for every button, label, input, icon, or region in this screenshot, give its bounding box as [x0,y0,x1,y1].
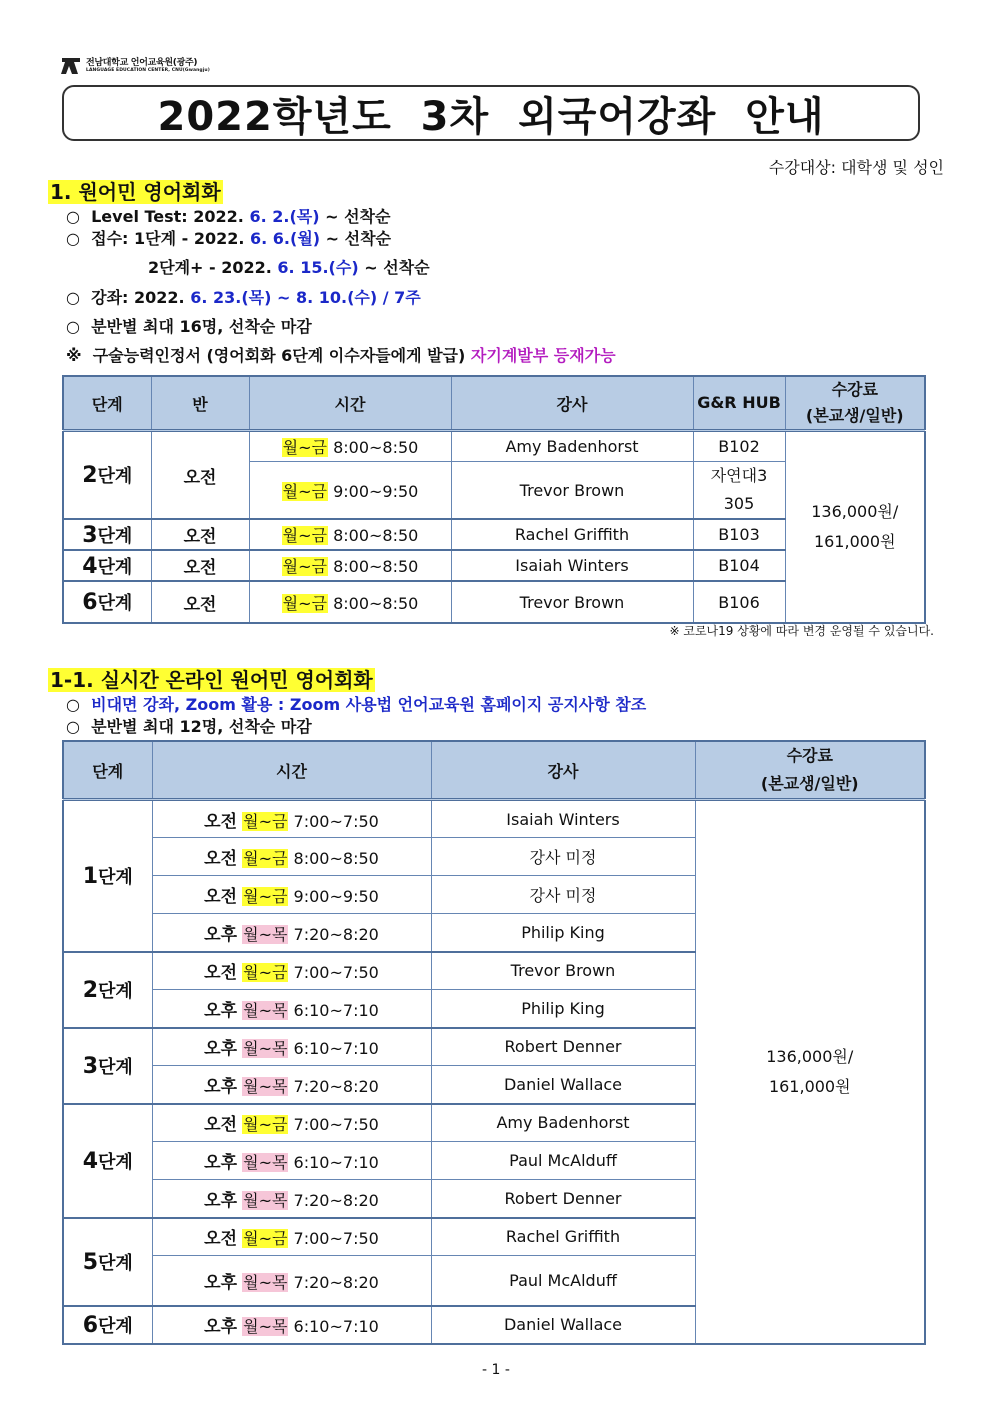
room-cell: B103 [693,519,785,550]
university-logo-icon [60,56,82,76]
audience-text: 수강대상: 대학생 및 성인 [768,158,944,177]
online-schedule-table [62,740,926,1345]
header-fee [785,376,925,431]
zoom-text: 비대면 강좌, Zoom 활용 : Zoom 사용법 언어교육원 홈페이지 공지사항 참조 [91,695,647,714]
reg2-label: 2단계+ - 2022. [148,258,272,277]
registration-line-1 [66,226,391,249]
teacher-cell: Robert Denner [431,1180,695,1218]
teacher-cell: Philip King [431,914,695,952]
room-cell: B106 [693,581,785,623]
teacher-cell: Amy Badenhorst [431,1104,695,1142]
teacher-cell: Rachel Griffith [451,519,693,550]
logo-sub-text: LANGUAGE EDUCATION CENTER, CNU(Gwangju) [86,67,210,73]
bullet-mark: ○ [66,207,80,226]
time-cell: 오전 월~금 7:00~7:50 [152,1104,431,1142]
time-cell: 오전 월~금 7:00~7:50 [152,1218,431,1256]
header-level: 단계 [63,376,151,431]
note-mark: ※ [66,346,82,365]
certificate-highlight: 자기계발부 등재가능 [470,346,616,365]
header-fee-line2: (본교생/일반) [805,406,904,425]
reg1-label: 접수: 1단계 - 2022. [91,229,245,248]
teacher-cell: Amy Badenhorst [451,431,693,462]
class-size-line [66,314,312,337]
section1-title: 1. 원어민 영어회화 [50,180,221,204]
teacher-cell: Rachel Griffith [431,1218,695,1256]
section2-title: 1-1. 실시간 온라인 원어민 영어회화 [50,668,373,692]
bullet-mark: ○ [66,288,80,307]
title-box [62,85,920,141]
covid-note: ※ 코로나19 상황에 따라 변경 운영될 수 있습니다. [669,624,934,638]
level-test-suffix: ~ 선착순 [325,207,391,226]
time-cell: 오후 월~목 7:20~8:20 [152,1180,431,1218]
time-cell: 오전 월~금 7:00~7:50 [152,952,431,990]
teacher-cell: Paul McAlduff [431,1256,695,1306]
reg2-date: 6. 15.(수) [277,258,359,277]
class-size-text: 분반별 최대 16명, 선착순 마감 [91,317,312,336]
page-title: 2022학년도 3차 외국어강좌 안내 [157,93,825,140]
header-fee-line1: 수강료 [786,746,833,765]
ban-cell: 오전 [151,519,249,550]
offline-schedule-table [62,375,926,624]
time-cell: 오전 월~금 9:00~9:50 [152,876,431,914]
teacher-cell: Trevor Brown [451,462,693,520]
level-cell: 2단계 [63,952,152,1028]
fee-cell [695,800,925,1344]
teacher-cell: Philip King [431,990,695,1028]
header-time: 시간 [152,741,431,800]
header-fee-line1: 수강료 [831,380,878,399]
time-cell: 오후 월~목 6:10~7:10 [152,1028,431,1066]
teacher-cell: 강사 미정 [431,876,695,914]
teacher-cell: Isaiah Winters [451,550,693,581]
online-class-size-text: 분반별 최대 12명, 선착순 마감 [91,717,312,736]
certificate-text: 구술능력인정서 (영어회화 6단계 이수자들에게 발급) [92,346,466,365]
fee-line2: 161,000원 [813,532,896,551]
teacher-cell: Trevor Brown [431,952,695,990]
course-period-line [66,285,421,308]
fee-line1: 136,000원/ [811,502,899,521]
header-room: G&R HUB [693,376,785,431]
level-cell: 5단계 [63,1218,152,1306]
level-cell: 6단계 [63,1306,152,1344]
bullet-mark: ○ [66,717,80,736]
logo-main-text: 전남대학교 언어교육원(광주) [86,57,198,68]
online-class-size-line [66,714,312,737]
zoom-line [66,692,646,715]
page-number: - 1 - [482,1362,510,1378]
header-ban: 반 [151,376,249,431]
header-teacher: 강사 [451,376,693,431]
level-cell: 3단계 [63,1028,152,1104]
ban-cell: 오전 [151,550,249,581]
time-cell: 오후 월~목 7:20~8:20 [152,914,431,952]
teacher-cell: Robert Denner [431,1028,695,1066]
time-cell: 월~금 8:00~8:50 [249,431,451,462]
time-cell: 오후 월~목 6:10~7:10 [152,1142,431,1180]
registration-line-2 [148,255,430,278]
header-time: 시간 [249,376,451,431]
level-test-date: 6. 2.(목) [249,207,320,226]
time-cell: 월~금 8:00~8:50 [249,550,451,581]
reg1-suffix: ~ 선착순 [325,229,392,248]
time-cell: 오후 월~목 6:10~7:10 [152,1306,431,1344]
fee-line2: 161,000원 [768,1076,851,1096]
course-label: 강좌: 2022. [91,288,185,307]
bullet-mark: ○ [66,317,80,336]
teacher-cell: Daniel Wallace [431,1066,695,1104]
time-cell: 오후 월~목 6:10~7:10 [152,990,431,1028]
level-cell: 4단계 [63,550,151,581]
header-fee [695,741,925,800]
level-test-line [66,204,390,227]
certificate-line [66,343,616,366]
teacher-cell: Isaiah Winters [431,800,695,838]
room-cell: B104 [693,550,785,581]
bullet-mark: ○ [66,229,80,248]
level-test-label: Level Test: 2022. [91,207,244,226]
header-fee-line2: (본교생/일반) [760,774,859,793]
level-cell: 2단계 [63,431,151,520]
time-cell: 월~금 8:00~8:50 [249,519,451,550]
time-cell: 오후 월~목 7:20~8:20 [152,1256,431,1306]
level-cell: 3단계 [63,519,151,550]
time-cell: 오전 월~금 8:00~8:50 [152,838,431,876]
teacher-cell: Trevor Brown [451,581,693,623]
teacher-cell: 강사 미정 [431,838,695,876]
time-cell: 오후 월~목 7:20~8:20 [152,1066,431,1104]
reg1-date: 6. 6.(월) [250,229,321,248]
ban-cell: 오전 [151,581,249,623]
time-cell: 월~금 9:00~9:50 [249,462,451,520]
level-cell: 6단계 [63,581,151,623]
header-level: 단계 [63,741,152,800]
logo [60,56,210,76]
fee-cell [785,431,925,624]
room-cell: B102 [693,431,785,462]
ban-cell: 오전 [151,431,249,520]
time-cell: 오전 월~금 7:00~7:50 [152,800,431,838]
level-cell: 4단계 [63,1104,152,1218]
room-cell: 자연대3 305 [693,462,785,520]
reg2-suffix: ~ 선착순 [364,258,430,277]
time-cell: 월~금 8:00~8:50 [249,581,451,623]
teacher-cell: Paul McAlduff [431,1142,695,1180]
course-date: 6. 23.(목) ~ 8. 10.(수) / 7주 [190,288,421,307]
fee-line1: 136,000원/ [766,1046,854,1066]
table-row [63,800,925,838]
header-teacher: 강사 [431,741,695,800]
bullet-mark: ○ [66,695,80,714]
table-row [63,431,925,462]
teacher-cell: Daniel Wallace [431,1306,695,1344]
level-cell: 1단계 [63,800,152,952]
